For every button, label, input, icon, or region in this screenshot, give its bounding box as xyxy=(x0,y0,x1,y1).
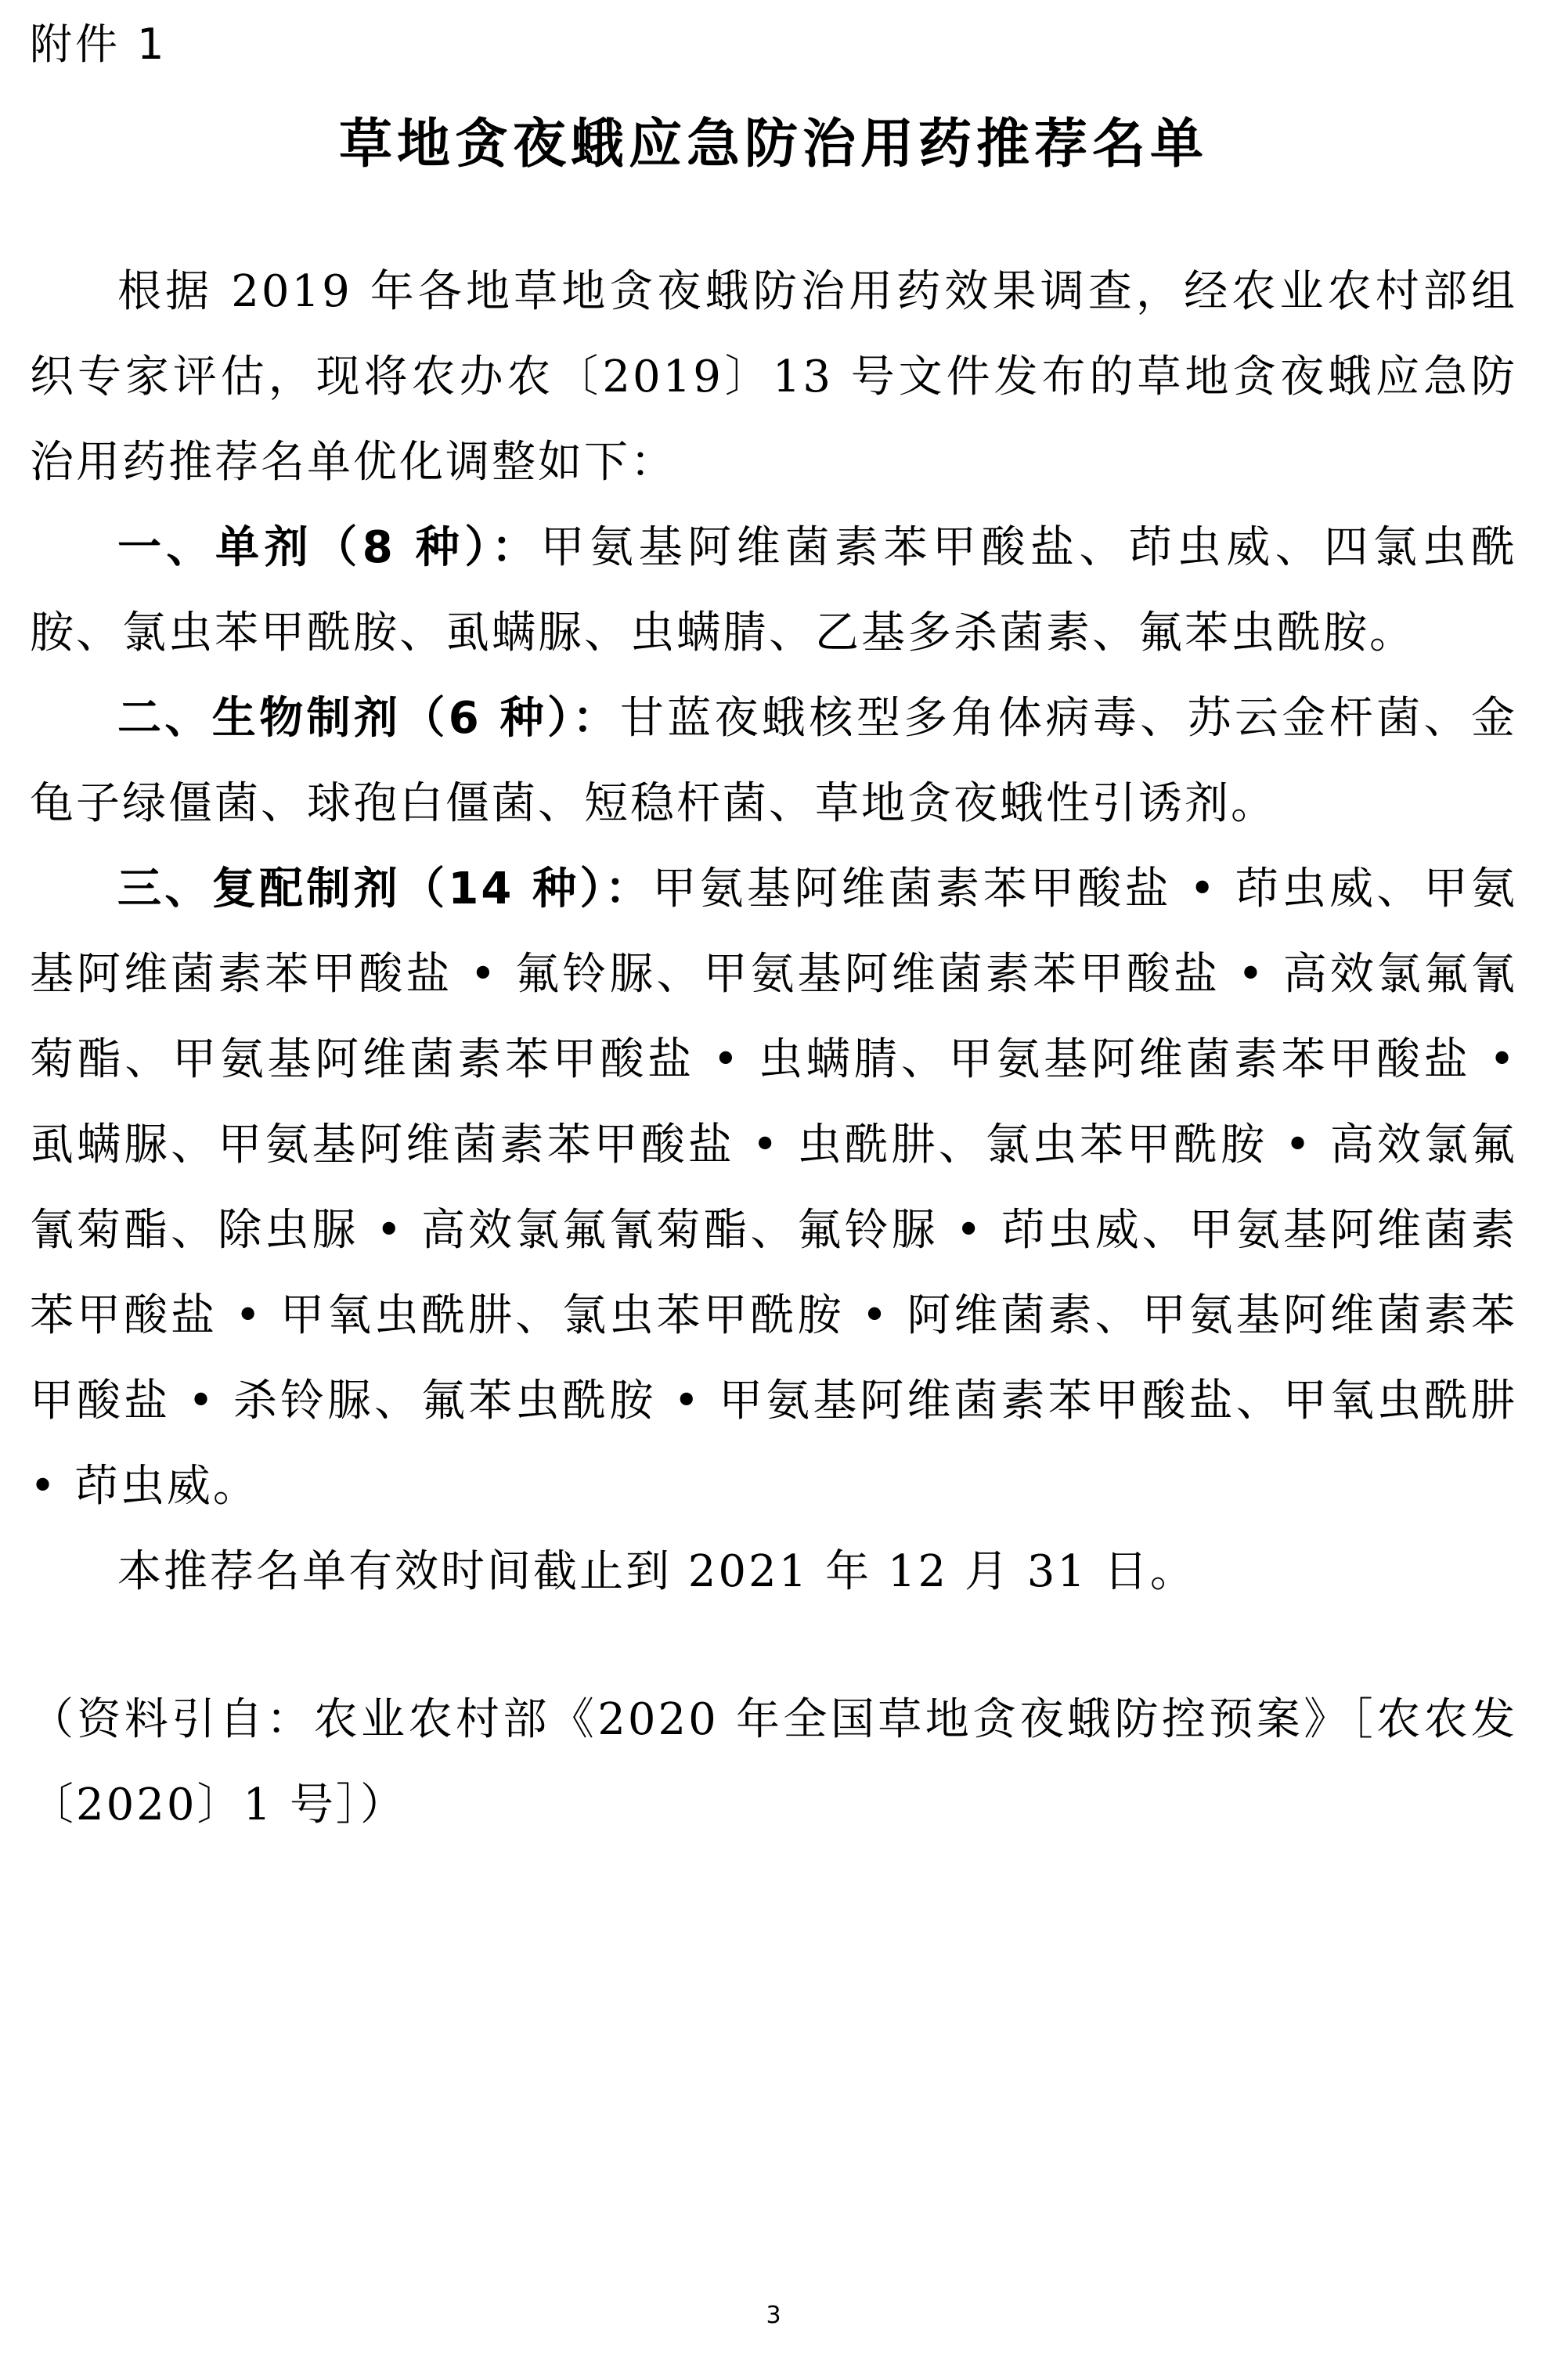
section-heading: 三、复配制剂（14 种）： xyxy=(117,864,653,914)
section-heading: 一、单剂（8 种）： xyxy=(117,522,541,573)
document-body xyxy=(30,249,1517,1614)
source-note: （资料引自：农业农村部《2020 年全国草地贪夜蛾防控预案》［农农发〔2020〕1 号］） xyxy=(30,1694,1517,1830)
section-content: 甘蓝夜蛾核型多角体病毒、苏云金杆菌、金龟子绿僵菌、球孢白僵菌、短稳杆菌、草地贪夜蛾性引诱剂。 xyxy=(30,693,1518,829)
section-single-agents xyxy=(30,505,1517,676)
section-content: 甲氨基阿维菌素苯甲酸盐 • 茚虫威、甲氨基阿维菌素苯甲酸盐 • 氟铃脲、甲氨基阿维菌素苯甲酸盐 • 高效氯氟氰菊酯、甲氨基阿维菌素苯甲酸盐 • 虫螨腈、甲氨基阿维菌素苯甲酸盐 • 虱螨脲、甲氨基阿维菌素苯甲酸盐 • 虫酰肼、氯虫苯甲酰胺 • 高效氯氟氰菊酯、除虫脲 • 高效氯氟氰菊酯、氟铃脲 • 茚虫威、甲氨基阿维菌素苯甲酸盐 • 甲氧虫酰肼、氯虫苯甲酰胺 • 阿维菌素、甲氨基阿维菌素苯甲酸盐 • 杀铃脲、氟苯虫酰胺 • 甲氨基阿维菌素苯甲酸盐、甲氧虫酰肼 • 茚虫威。 xyxy=(30,864,1517,1512)
section-compound-formulations xyxy=(30,846,1517,1529)
attachment-label: 附件 1 xyxy=(30,20,168,69)
page-number: 3 xyxy=(766,2302,781,2329)
intro-paragraph: 根据 2019 年各地草地贪夜蛾防治用药效果调查，经农业农村部组织专家评估，现将农办农〔2019〕13 号文件发布的草地贪夜蛾应急防治用药推荐名单优化调整如下： xyxy=(30,266,1517,488)
section-heading: 二、生物制剂（6 种）： xyxy=(117,693,620,744)
validity-paragraph: 本推荐名单有效时间截止到 2021 年 12 月 31 日。 xyxy=(117,1546,1196,1597)
document-title: 草地贪夜蛾应急防治用药推荐名单 xyxy=(338,114,1208,175)
section-biological-agents xyxy=(30,676,1517,846)
section-content: 甲氨基阿维菌素苯甲酸盐、茚虫威、四氯虫酰胺、氯虫苯甲酰胺、虱螨脲、虫螨腈、乙基多杀菌素、氟苯虫酰胺。 xyxy=(30,522,1517,658)
